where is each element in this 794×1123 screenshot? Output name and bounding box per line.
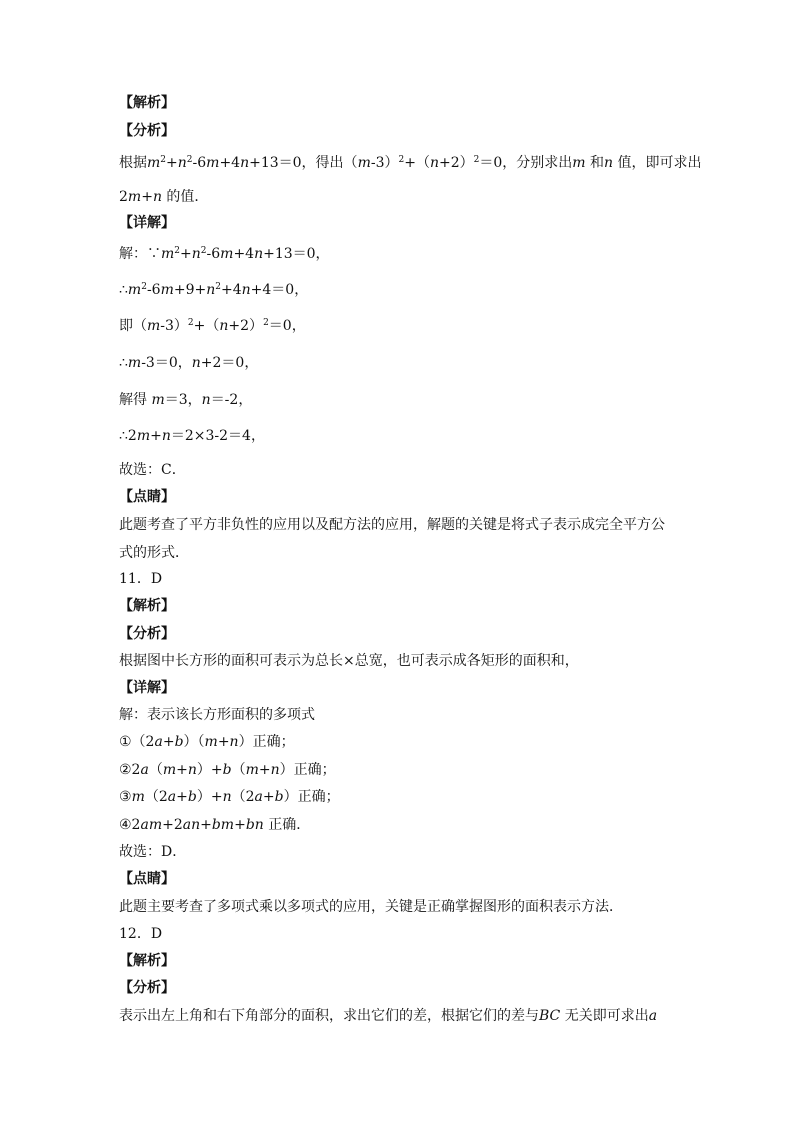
problem11-xiangjie-tag: 【详解】 xyxy=(119,680,175,696)
prev-step-5: 解得 m＝3，n＝-2， xyxy=(119,392,253,408)
problem11-item-2: ②2a（m+n）+b（m+n）正确； xyxy=(119,762,336,778)
problem11-intro: 解：表示该长方形面积的多项式 xyxy=(119,707,315,723)
problem11-item-4: ④2am+2an+bm+bn 正确． xyxy=(119,817,311,833)
prev-step-4: ∴m-3＝0，n+2＝0， xyxy=(119,355,259,371)
problem11-jiexi-tag: 【解析】 xyxy=(119,598,175,614)
problem12-jiexi-tag: 【解析】 xyxy=(119,953,175,969)
prev-analysis-line1: 根据$m^2+n^2-6m+4n+13=0$，得出$(m-3)^2+(n+2)^2=0$，分别求出m 和n 值，即可求出 xyxy=(119,155,702,171)
problem11-fenxi-tag: 【分析】 xyxy=(119,626,175,642)
prev-step-2: $\therefore m^2-6m+9+n^2+4n+4=0$， xyxy=(119,282,309,298)
prev-jiexi-tag: 【解析】 xyxy=(119,95,175,111)
prev-fenxi-tag: 【分析】 xyxy=(119,123,175,139)
problem11-answer: 故选：D． xyxy=(119,844,187,860)
prev-xiangjie-tag: 【详解】 xyxy=(119,215,175,231)
prev-comment-line1: 此题考查了平方非负性的应用以及配方法的应用，解题的关键是将式子表示成完全平方公 xyxy=(119,517,665,533)
problem11-comment: 此题主要考查了多项式乘以多项式的应用，关键是正确掌握图形的面积表示方法． xyxy=(119,899,623,915)
prev-comment-line2: 式的形式． xyxy=(119,545,189,561)
problem12-heading: 12．D xyxy=(119,926,163,942)
prev-step-1: 解：$\because m^2+n^2-6m+4n+13=0$， xyxy=(119,246,330,262)
problem12-analysis: 表示出左上角和右下角部分的面积，求出它们的差，根据它们的差与BC 无关即可求出a xyxy=(119,1008,658,1024)
problem11-item-1: ①（2a+b）（m+n）正确； xyxy=(119,734,295,750)
problem11-analysis: 根据图中长方形的面积可表示为总长×总宽，也可表示成各矩形的面积和， xyxy=(119,653,579,669)
problem12-fenxi-tag: 【分析】 xyxy=(119,980,175,996)
problem11-item-3: ③m（2a+b）+n（2a+b）正确； xyxy=(119,789,340,805)
prev-step-3: 即$(m-3)^2+(n+2)^2=0$， xyxy=(119,318,306,334)
prev-dianjing-tag: 【点睛】 xyxy=(119,489,175,505)
prev-analysis-line2: 2m+n 的值． xyxy=(119,189,209,205)
problem11-dianjing-tag: 【点睛】 xyxy=(119,871,175,887)
problem11-heading: 11．D xyxy=(119,571,163,587)
prev-answer: 故选：C． xyxy=(119,462,186,478)
prev-step-6: ∴2m+n＝2×3-2＝4， xyxy=(119,428,265,444)
